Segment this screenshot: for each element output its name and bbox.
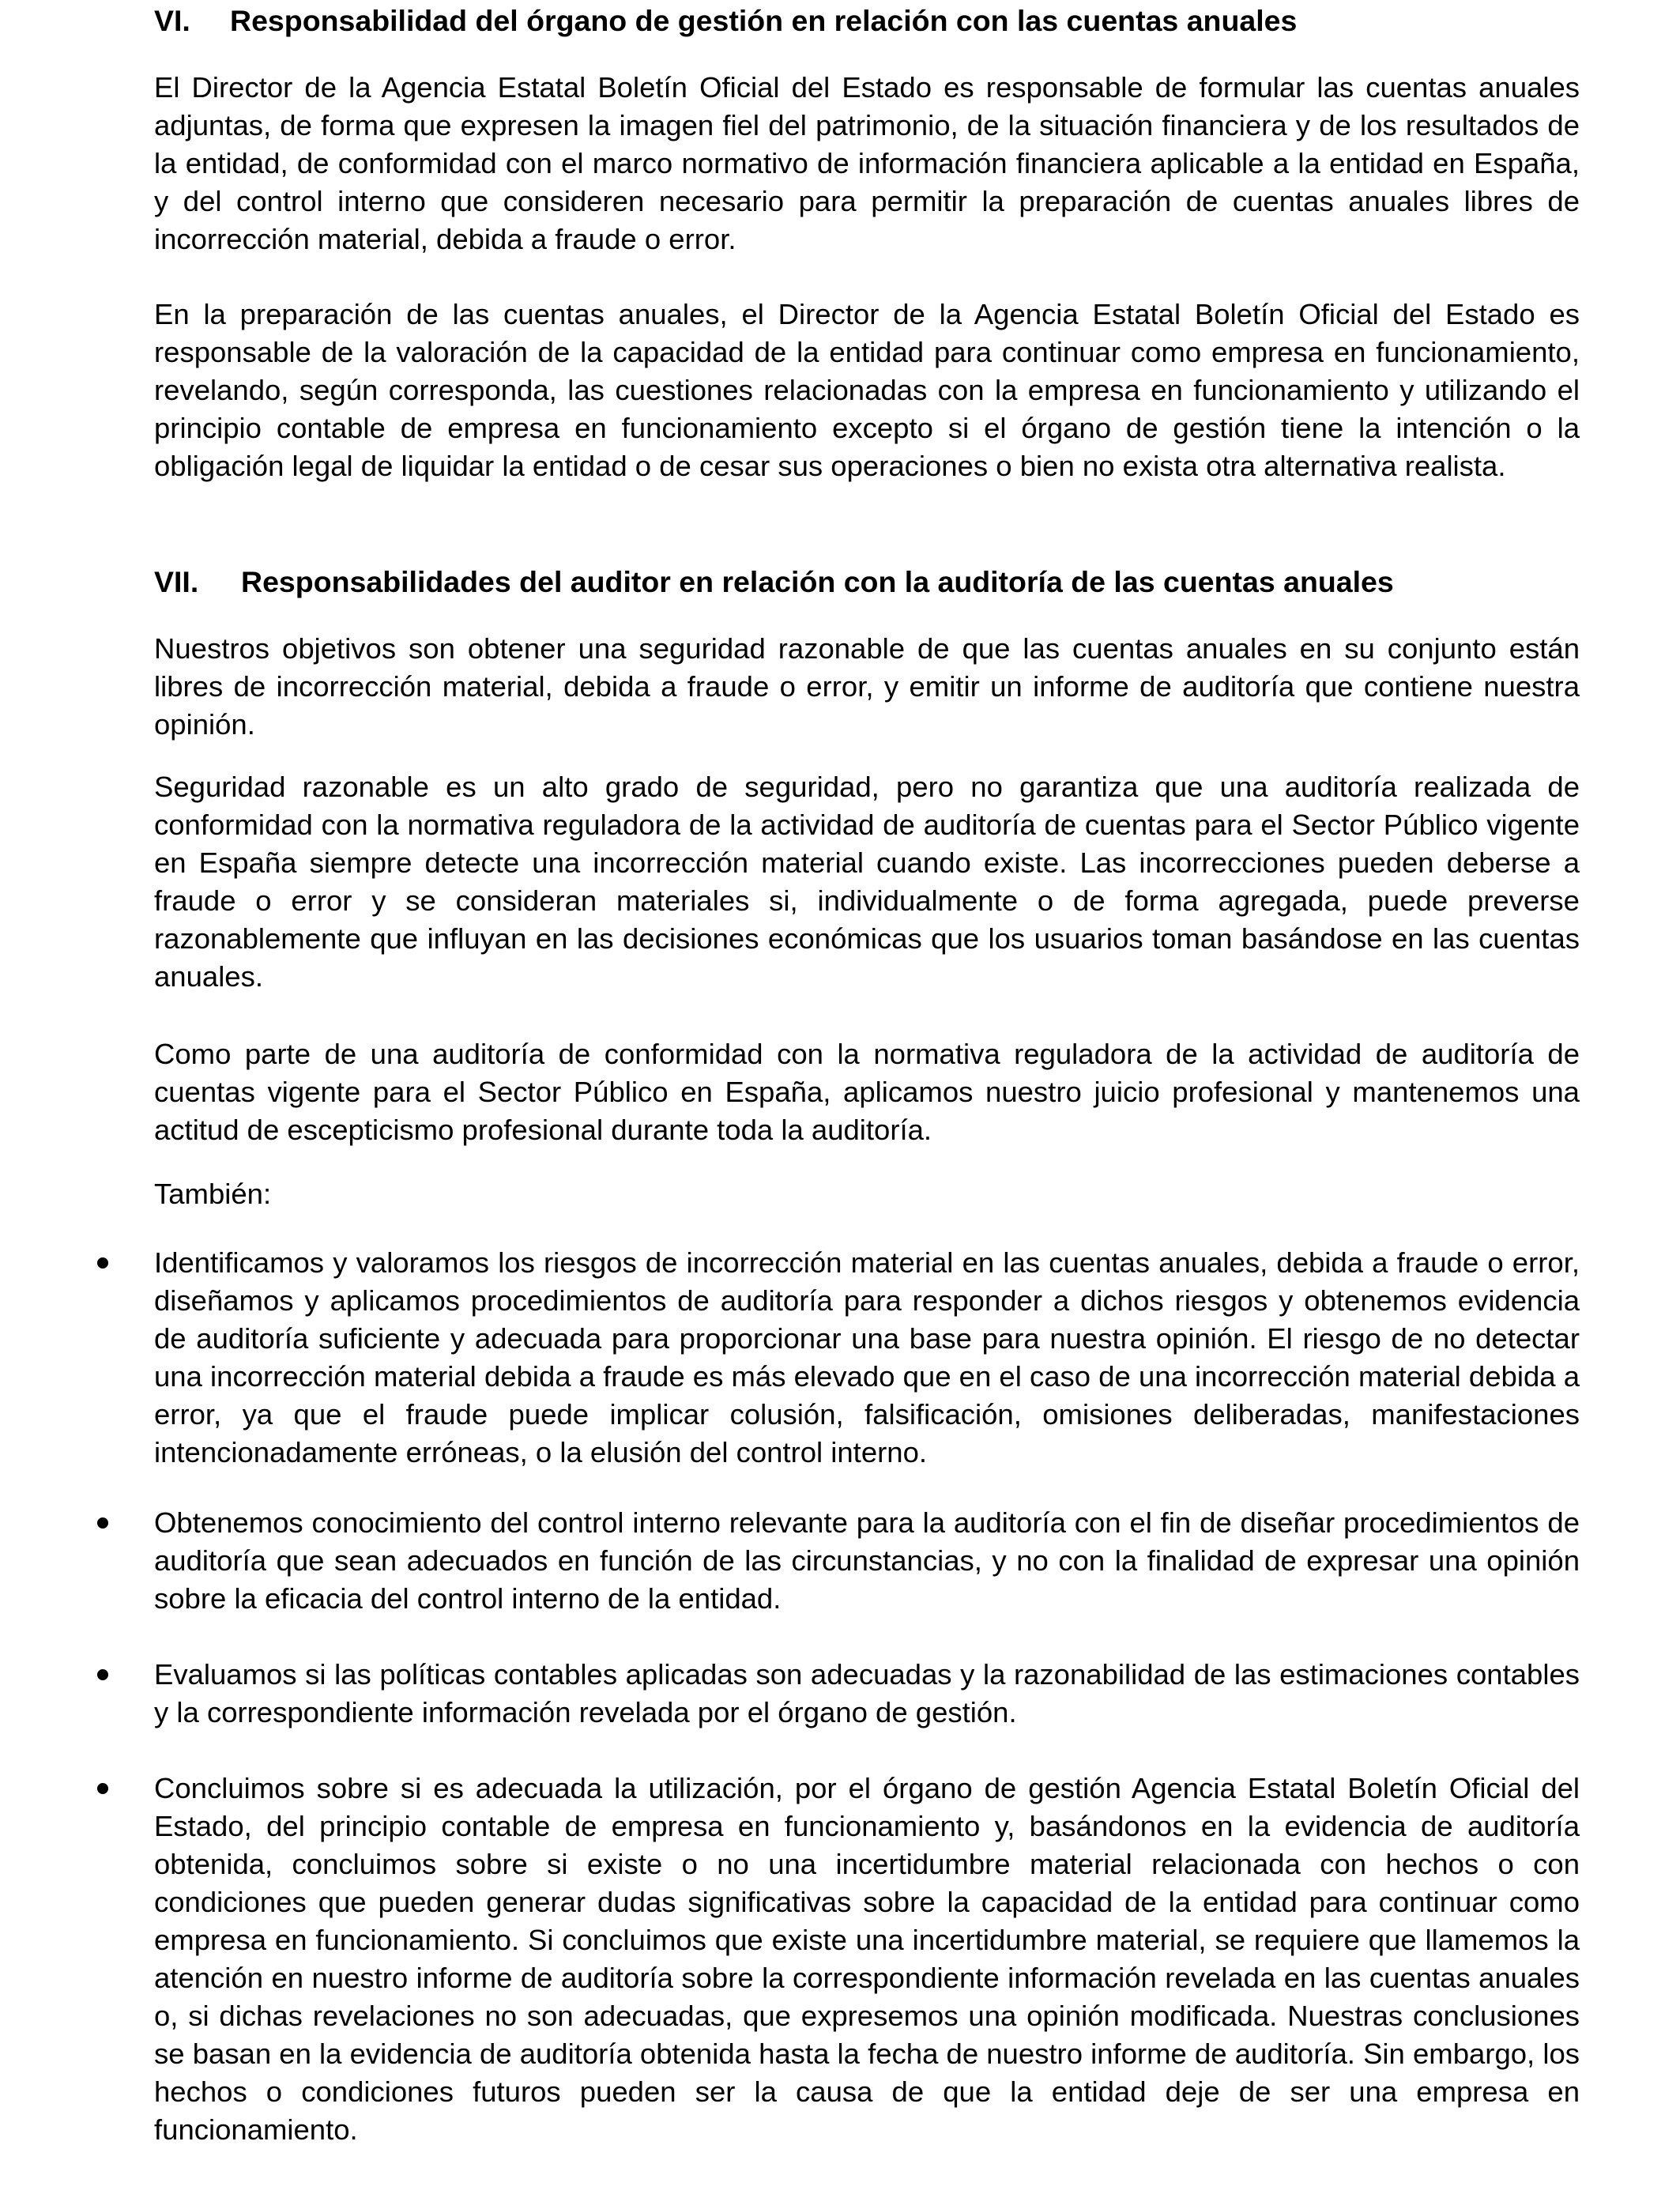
section-vi-title: Responsabilidad del órgano de gestión en relación con las cuentas anuales bbox=[230, 4, 1298, 37]
section-vii-title: Responsabilidades del auditor en relación con la auditoría de las cuentas anuales bbox=[241, 565, 1394, 598]
bullet-item-4: Concluimos sobre si es adecuada la utilización, por el órgano de gestión Agencia Estatal Boletín Oficial del Estado, del principio contable de empresa en funcionamiento y, basándonos en la evidencia de auditoría obtenida, concluimos sobre si existe o no una incertidumbre material relacionada con hechos o con condiciones que pueden generar dudas significativas sobre la capacidad de la entidad para continuar como empresa en funcionamiento. Si concluimos que existe una incertidumbre material, se requiere que llamemos la atención en nuestro informe de auditoría sobre la correspondiente información revelada en las cuentas anuales o, si dichas revelaciones no son adecuadas, que expresemos una opinión modificada. Nuestras conclusiones se basan en la evidencia de auditoría obtenida hasta la fecha de nuestro informe de auditoría. Sin embargo, los hechos o condiciones futuros pueden ser la causa de que la entidad deje de ser una empresa en funcionamiento. bbox=[154, 1772, 1580, 2146]
bullet-item-3: Evaluamos si las políticas contables aplicadas son adecuadas y la razonabilidad de las estimaciones contables y la correspondiente información revelada por el órgano de gestión. bbox=[154, 1658, 1580, 1728]
section-vi-number: VI. bbox=[154, 4, 190, 37]
bullet-item-2: Obtenemos conocimiento del control interno relevante para la auditoría con el fin de diseñar procedimientos de auditoría que sean adecuados en función de las circunstancias, y no con la finalidad de expresar una opinión sobre la eficacia del control interno de la entidad. bbox=[154, 1506, 1580, 1615]
section-vi-paragraph-2: En la preparación de las cuentas anuales, el Director de la Agencia Estatal Boletín Oficial del Estado es responsable de la valoración de la capacidad de la entidad para continuar como empresa en funcionamiento, revelando, según corresponda, las cuestiones relacionadas con la empresa en funcionamiento y utilizando el principio contable de empresa en funcionamiento excepto si el órgano de gestión tiene la intención o la obligación legal de liquidar la entidad o de cesar sus operaciones o bien no exista otra alternativa realista. bbox=[154, 298, 1580, 482]
section-vii-number: VII. bbox=[154, 565, 199, 598]
bullet-icon bbox=[97, 1517, 108, 1529]
section-vi-paragraph-1: El Director de la Agencia Estatal Boletín Oficial del Estado es responsable de formular las cuentas anuales adjuntas, de forma que expresen la imagen fiel del patrimonio, de la situación financiera y de los resultados de la entidad, de conformidad con el marco normativo de información financiera aplicable a la entidad en España, y del control interno que consideren necesario para permitir la preparación de cuentas anuales libres de incorrección material, debida a fraude o error. bbox=[154, 71, 1580, 255]
bullet-item-1: Identificamos y valoramos los riesgos de incorrección material en las cuentas anuales, debida a fraude o error, diseñamos y aplicamos procedimientos de auditoría para responder a dichos riesgos y obtenemos evidencia de auditoría suficiente y adecuada para proporcionar una base para nuestra opinión. El riesgo de no detectar una incorrección material debida a fraude es más elevado que en el caso de una incorrección material debida a error, ya que el fraude puede implicar colusión, falsificación, omisiones deliberadas, manifestaciones intencionadamente erróneas, o la elusión del control interno. bbox=[154, 1246, 1580, 1468]
section-vii-paragraph-3: Como parte de una auditoría de conformidad con la normativa reguladora de la actividad de auditoría de cuentas vigente para el Sector Público en España, aplicamos nuestro juicio profesional y mantenemos una actitud de escepticismo profesional durante toda la auditoría. bbox=[154, 1038, 1580, 1146]
section-vii-heading bbox=[154, 563, 1580, 601]
bullet-icon bbox=[97, 1257, 108, 1269]
section-vii-paragraph-2: Seguridad razonable es un alto grado de seguridad, pero no garantiza que una auditoría realizada de conformidad con la normativa reguladora de la actividad de auditoría de cuentas para el Sector Público vigente en España siempre detecte una incorrección material cuando existe. Las incorrecciones pueden deberse a fraude o error y se consideran materiales si, individualmente o de forma agregada, puede preverse razonablemente que influyan en las decisiones económicas que los usuarios toman basándose en las cuentas anuales. bbox=[154, 771, 1580, 993]
also-label: También: bbox=[154, 1178, 272, 1210]
section-vi-heading bbox=[154, 2, 1580, 40]
bullet-icon bbox=[97, 1669, 108, 1680]
bullet-icon bbox=[97, 1783, 108, 1794]
section-vii-paragraph-1: Nuestros objetivos son obtener una seguridad razonable de que las cuentas anuales en su conjunto están libres de incorrección material, debida a fraude o error, y emitir un informe de auditoría que contiene nuestra opinión. bbox=[154, 632, 1580, 741]
